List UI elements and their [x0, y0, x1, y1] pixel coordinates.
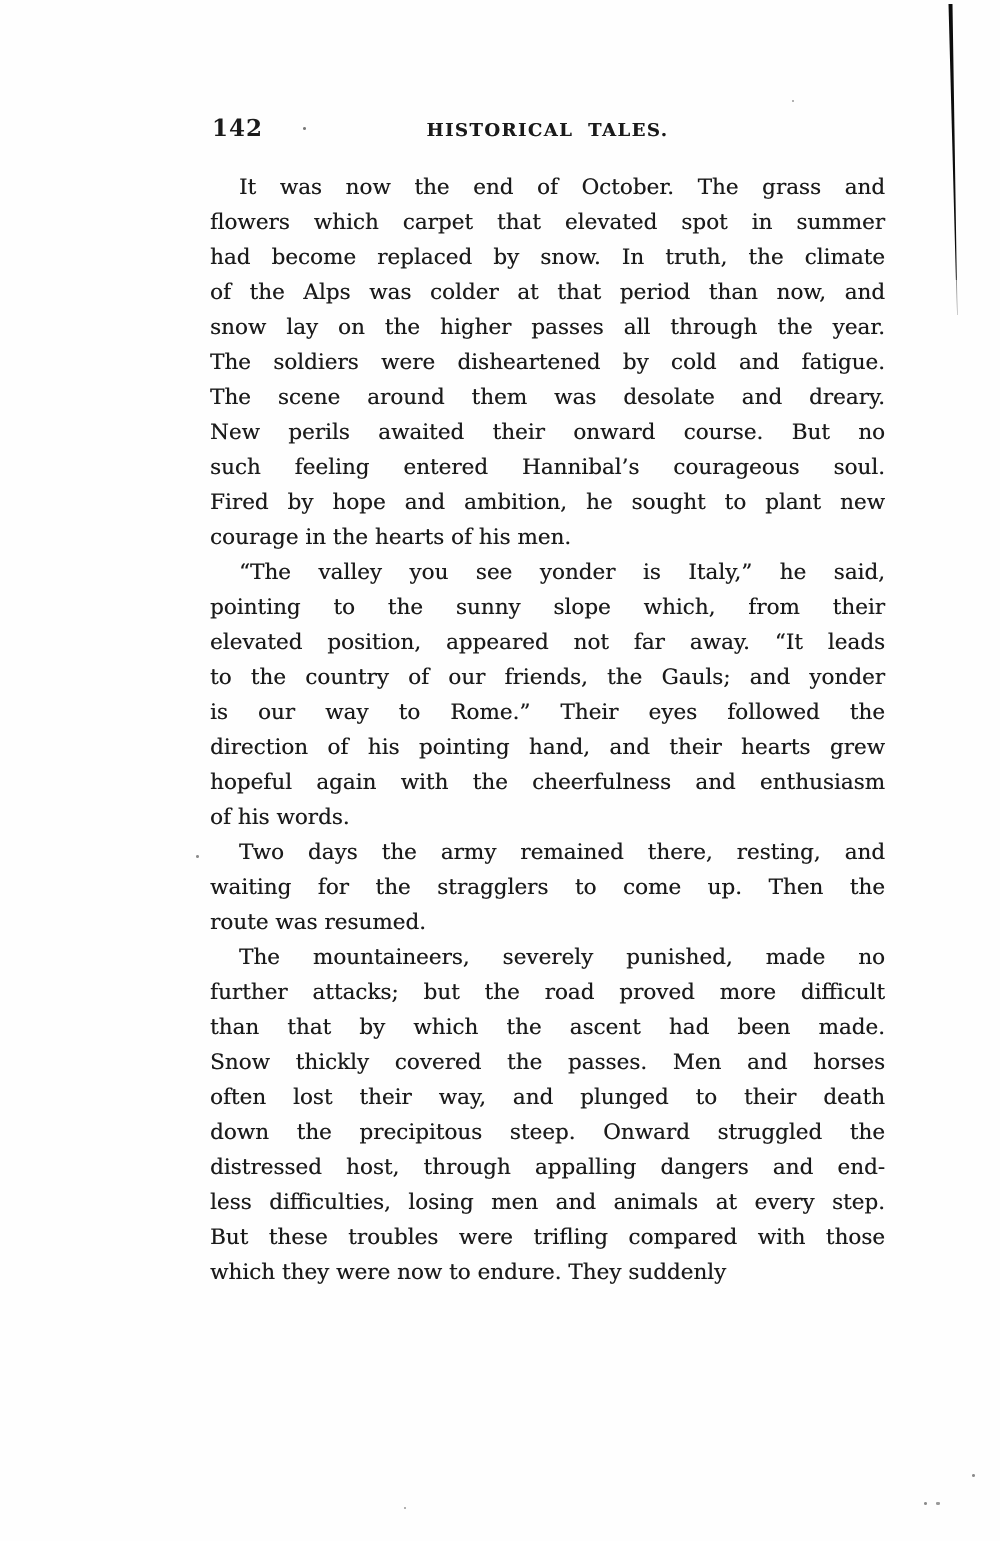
text-line: hopeful again with the cheerfulness and enthusiasm: [210, 770, 885, 795]
text-line: Fired by hope and ambition, he sought to plant new: [210, 490, 885, 515]
scan-speck: [792, 100, 794, 102]
text-line: Snow thickly covered the passes. Men and horses: [210, 1050, 885, 1075]
text-line: The mountaineers, severely punished, made no: [239, 945, 885, 970]
text-line: elevated position, appeared not far away. “It leads: [210, 630, 885, 655]
scan-speck: [404, 1507, 406, 1509]
text-line: pointing to the sunny slope which, from their: [210, 595, 885, 620]
text-line: But these troubles were trifling compared with those: [210, 1225, 885, 1250]
text-line: route was resumed.: [210, 910, 426, 935]
paragraph: [210, 835, 885, 940]
text-block: [210, 170, 885, 1290]
text-line: direction of his pointing hand, and their hearts grew: [210, 735, 885, 760]
text-line: It was now the end of October. The grass and: [239, 175, 885, 200]
scan-artifact-line: [940, 0, 965, 330]
text-line: waiting for the stragglers to come up. Then the: [210, 875, 885, 900]
text-line: to the country of our friends, the Gauls; and yonder: [210, 665, 885, 690]
paragraph: [210, 940, 885, 1290]
text-line: which they were now to endure. They suddenly: [210, 1260, 727, 1285]
scan-speck: [936, 1502, 940, 1505]
text-line: of the Alps was colder at that period than now, and: [210, 280, 885, 305]
text-line: New perils awaited their onward course. But no: [210, 420, 885, 445]
text-line: courage in the hearts of his men.: [210, 525, 572, 550]
text-line: is our way to Rome.” Their eyes followed the: [210, 700, 885, 725]
paragraph: [210, 555, 885, 835]
running-title: HISTORICAL TALES.: [426, 120, 669, 141]
text-line: than that by which the ascent had been made.: [210, 1015, 885, 1040]
text-line: of his words.: [210, 805, 350, 830]
text-line: distressed host, through appalling dangers and end-: [210, 1155, 885, 1180]
text-line: had become replaced by snow. In truth, the climate: [210, 245, 885, 270]
text-line: further attacks; but the road proved more difficult: [210, 980, 885, 1005]
scan-speck: [924, 1502, 927, 1505]
text-line: less difficulties, losing men and animals at every step.: [210, 1190, 885, 1215]
text-line: such feeling entered Hannibal’s courageous soul.: [210, 455, 885, 480]
text-line: Two days the army remained there, resting, and: [239, 840, 885, 865]
text-line: snow lay on the higher passes all through the year.: [210, 315, 885, 340]
text-line: The soldiers were disheartened by cold and fatigue.: [210, 350, 885, 375]
scan-speck: [303, 127, 306, 130]
text-line: down the precipitous steep. Onward struggled the: [210, 1120, 885, 1145]
scan-speck: [972, 1474, 975, 1477]
text-line: flowers which carpet that elevated spot in summer: [210, 210, 885, 235]
text-line: The scene around them was desolate and dreary.: [210, 385, 885, 410]
paragraph: [210, 170, 885, 555]
page-number: 142: [212, 115, 264, 142]
scan-speck: [196, 855, 199, 858]
text-line: “The valley you see yonder is Italy,” he said,: [239, 560, 885, 585]
page-header: [210, 115, 885, 149]
text-line: often lost their way, and plunged to their death: [210, 1085, 885, 1110]
